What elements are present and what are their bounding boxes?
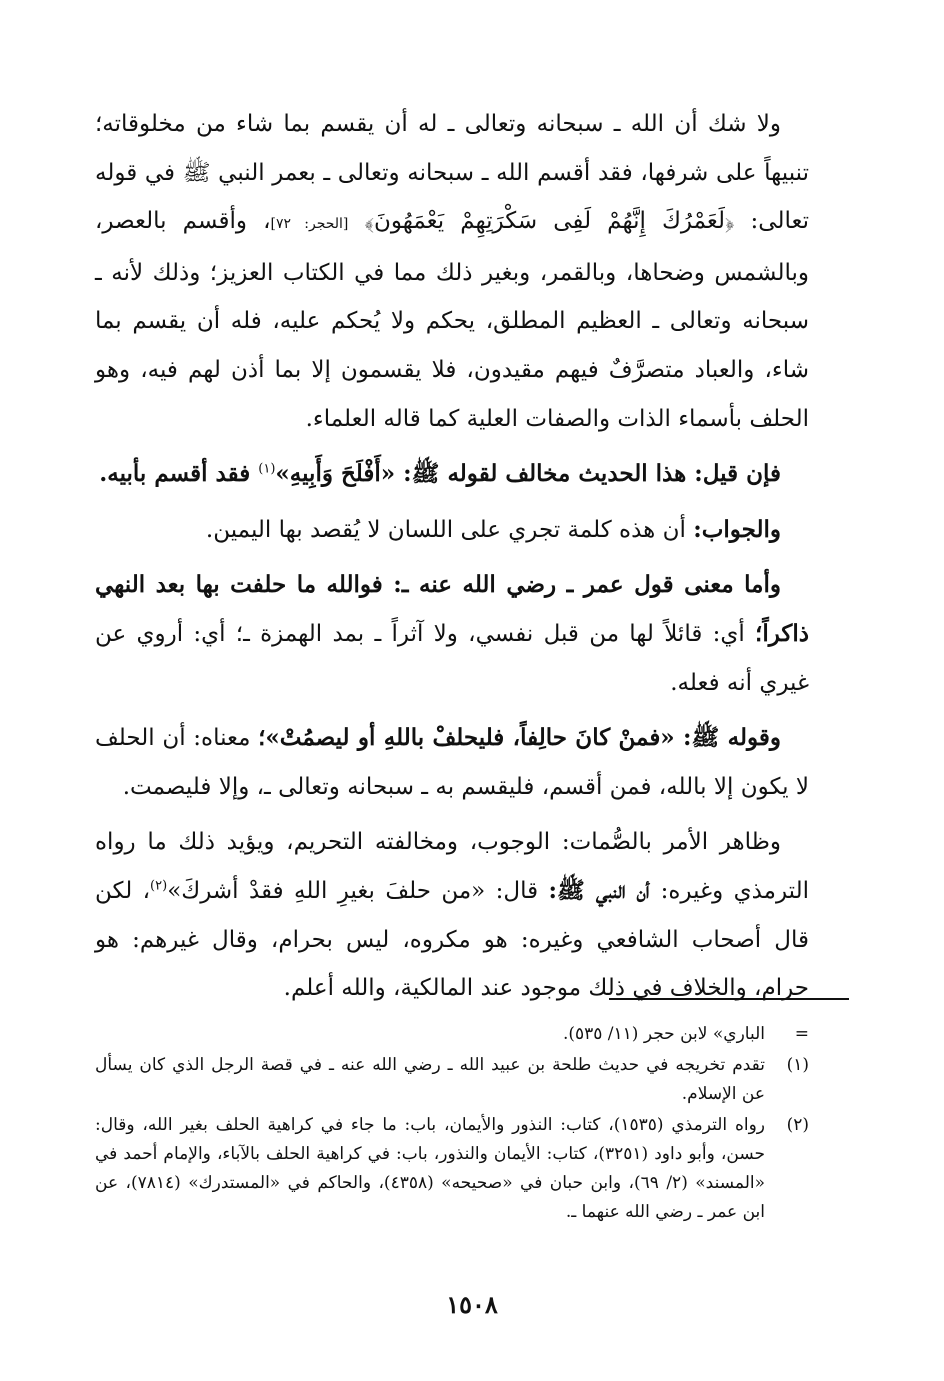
footnote-ref-1[interactable]: (١) [258, 461, 276, 477]
footnote-marker: (١) [786, 1055, 809, 1075]
paragraph-lead: وظاهر الأمر بالصُّمات: الوجوب، ومخالفته التحريم، ويؤيد ذلك ما رواه الترمذي وغيره: [95, 829, 810, 904]
footnote-marker: (٢) [786, 1115, 809, 1135]
footnote-text: تقدم تخريجه في حديث طلحة بن عبيد الله ـ رضي الله عنه ـ في قصة الرجل الذي كان يسأل عن الإسلام. [95, 1055, 765, 1104]
footnote-text: رواه الترمذي (١٥٣٥)، كتاب: النذور والأيمان، باب: ما جاء في كراهية الحلف بغير الله، وقال: حسن، وأبو داود (٣٢٥١)، كتاب: الأيمان والنذور، باب: في كراهية الحلف بالآباء، والإمام أحمد في «المسند» (٢/ ٦٩)، وابن حبان في «صحيحه» (٤٣٥٨)، والحاكم في «المستدرك» (٧٨١٤)، عن ابن عمر ـ رضي الله عنهما ـ. [95, 1115, 765, 1222]
footnote-2 [95, 1111, 809, 1227]
paragraph-text: أن هذه كلمة تجري على اللسان لا يُقصد بها اليمين. [205, 516, 694, 543]
paragraph-hadith-meaning [95, 714, 809, 811]
paragraph-lead: فإن قيل: هذا الحديث مخالف لقوله ﷺ: «أَفْلَحَ وَأَبِيهِ» [275, 460, 781, 488]
paragraph-bold: أن النبي ﷺ: [548, 876, 661, 904]
paragraph-objection [95, 450, 809, 499]
paragraph-lead: وقوله ﷺ: «فمنْ كانَ حالِفاً، فليحلفْ باللهِ أو ليصمُتْ»؛ [258, 724, 781, 752]
footnote-1 [95, 1051, 809, 1109]
footnotes [95, 1020, 809, 1229]
paragraph-ruling [95, 818, 809, 1012]
page-number: ١٥٠٨ [446, 1290, 498, 1319]
footnote-ref-2[interactable]: (٢) [150, 878, 168, 894]
paragraph-text: معناه: أن الحلف لا يكون إلا بالله، فمن أقسم، فليقسم به ـ سبحانه وتعالى ـ، وإلا فليصمت. [95, 725, 809, 800]
footnote-separator [609, 998, 849, 1000]
main-text [95, 100, 809, 1020]
paragraph-text: فقد أقسم بأبيه. [99, 460, 259, 488]
footnote-marker: = [794, 1024, 809, 1044]
paragraph-text: ولا شك أن الله ـ سبحانه وتعالى ـ له أن يقسم بما شاء من مخلوقاته؛ تنبيهاً على شرفها، فقد أقسم الله ـ سبحانه وتعالى ـ بعمر النبي ﷺ في قوله تعالى: ﴿لَعَمْرُكَ إِنَّهُمْ لَفِى سَكْرَتِهِمْ يَعْمَهُونَ﴾ [95, 111, 809, 235]
footnote-continuation [95, 1020, 809, 1049]
hadith-quote: قال: «من حلفَ بغيرِ اللهِ فقدْ أشركَ» [167, 877, 549, 904]
paragraph-oath-by-creation [95, 100, 809, 443]
paragraph-answer [95, 506, 809, 555]
paragraph-lead: والجواب: [693, 515, 781, 543]
quran-citation: [الحجر: ٧٢] [270, 216, 349, 233]
paragraph-text: ، لكن قال أصحاب الشافعي وغيره: هو مكروه، ليس بحرام، وقال غيرهم: هو حرام، والخلاف في ذلك موجود عند المالكية، والله أعلم. [95, 877, 809, 1002]
paragraph-lead: وأما معنى قول عمر ـ رضي الله عنه ـ: فوالله ما حلفت بها بعد النهي ذاكراً؛ [95, 571, 809, 647]
paragraph-text-continued: ، وأقسم بالعصر، وبالشمس وضحاها، وبالقمر، وبغير ذلك مما في الكتاب العزيز؛ وذلك لأنه ـ سبحانه وتعالى ـ العظيم المطلق، يحكم ولا يُحكم عليه، فله أن يقسم بما شاء، والعباد متصرَّفٌ فيهم مقيدون، فلا يقسمون إلا بما أذن لهم فيه، وهو الحلف بأسماء الذات والصفات العلية كما قاله العلماء. [95, 208, 809, 432]
paragraph-umar-saying [95, 561, 809, 707]
paragraph-text: أي: قائلاً لها من قبل نفسي، ولا آثراً ـ بمد الهمزة ـ؛ أي: أروي عن غيري أنه فعله. [95, 620, 809, 696]
footnote-text: الباري» لابن حجر (١١/ ٥٣٥). [562, 1024, 765, 1044]
